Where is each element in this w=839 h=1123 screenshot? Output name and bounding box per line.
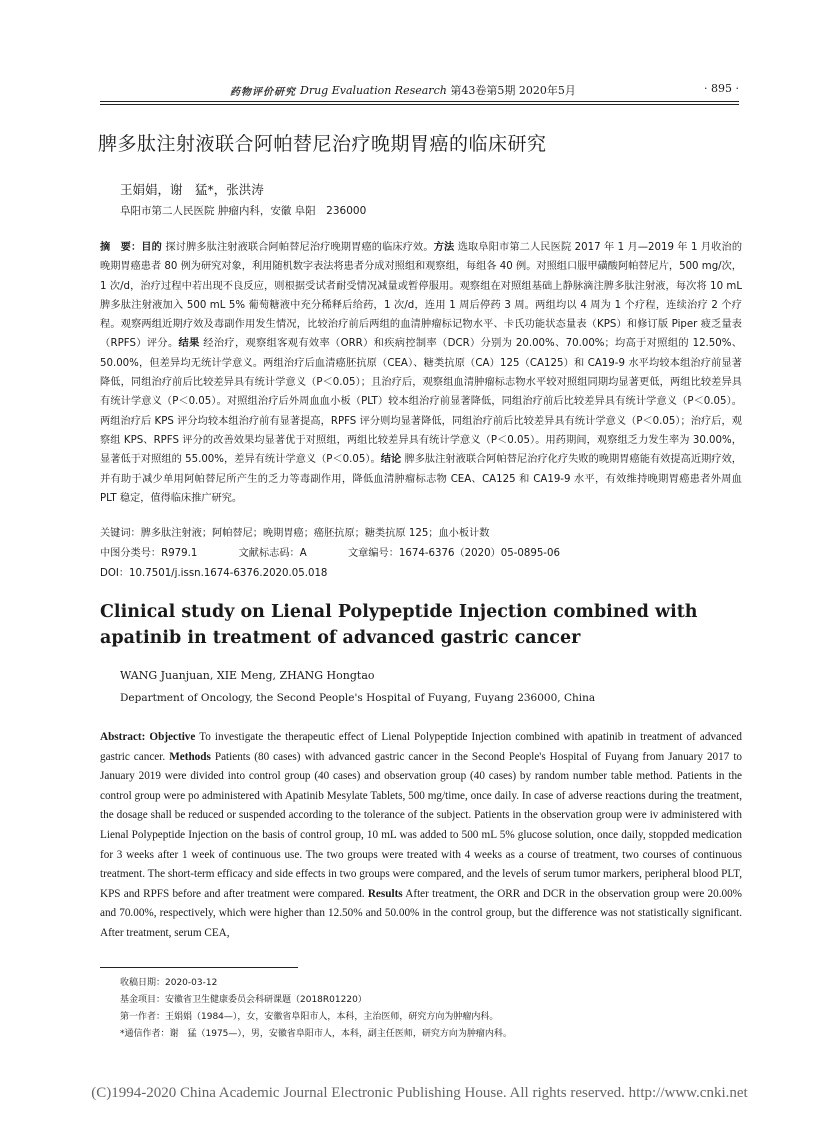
objective-label-cn: 目的 bbox=[141, 242, 162, 253]
issue-info: 第43卷第5期 2020年5月 bbox=[450, 84, 576, 97]
conclusion-text-cn: 脾多肽注射液联合阿帕替尼治疗化疗失败的晚期胃癌能有效提高近期疗效，并有助于减少单用阿帕替尼所产生的乏力等毒副作用，降低血清肿瘤标志物 CEA、CA125 和 CA19-9 水平，有效维持晚期胃癌患者外周血 PLT 稳定，值得临床推广研究。 bbox=[100, 454, 742, 504]
authors-en: WANG Juanjuan, XIE Meng, ZHANG Hongtao bbox=[120, 669, 375, 682]
clc-number: 中图分类号：R979.1 bbox=[100, 548, 198, 559]
header-divider bbox=[100, 101, 739, 102]
keywords-cn: 关键词：脾多肽注射液；阿帕替尼；晚期胃癌；癌胚抗原；糖类抗原 125；血小板计数 bbox=[100, 528, 490, 539]
journal-title-en: Drug Evaluation Research bbox=[300, 84, 447, 97]
article-number: 文章编号：1674-6376（2020）05-0895-06 bbox=[347, 548, 560, 559]
methods-text-cn: 选取阜阳市第二人民医院 2017 年 1 月—2019 年 1 月收治的晚期胃癌患者 80 例为研究对象，利用随机数字表法将患者分成对照组和观察组，每组各 40 例。对照组口服甲磺酸阿帕替尼片，500 mg/次，1 次/d，治疗过程中若出现不良反应，则根据受试者耐受情况减量或暂停服用。观察组在对照组基础上静脉滴注脾多肽注射液，每次将 10 mL 脾多肽注射液加入 500 mL 5% 葡萄糖液中充分稀释后给药，1 次/d，连用 1 周后停药 3 周。两组均以 4 周为 1 个疗程，连续治疗 2 个疗程。观察两组近期疗效及毒副作用发生情况，比较治疗前后两组的血清肿瘤标记物水平、卡氏功能状态量表（KPS）和修订版 Piper 疲乏量表（RPFS）评分。 bbox=[100, 242, 743, 350]
affiliation-en: Department of Oncology, the Second People's Hospital of Fuyang, Fuyang 236000, China bbox=[120, 692, 596, 704]
footnote-first-author: 第一作者：王娟娟（1984—），女，安徽省阜阳市人，本科，主治医师，研究方向为肿瘤内科。 bbox=[120, 1012, 499, 1022]
copyright-watermark: (C)1994-2020 China Academic Journal Electronic Publishing House. All rights reserved. http://www.cnki.net bbox=[91, 1085, 748, 1101]
conclusion-label-cn: 结论 bbox=[380, 454, 402, 466]
objective-text-en: To investigate the therapeutic effect of Lienal Polypeptide Injection combined with apatinib in treatment of advanced gastric cancer. bbox=[100, 731, 742, 763]
header-divider-thin bbox=[100, 104, 739, 105]
abstract-en bbox=[100, 728, 742, 944]
methods-text-en: Patients (80 cases) with advanced gastric cancer in the Second People's Hospital of Fuyang from January 2017 to January 2019 were divided into control group (40 cases) and observation group (40 cases) by random number table method. Patients in the control group were po administered with Apatinib Mesylate Tablets, 500 mg/time, once daily. In case of adverse reactions during the treatment, the dosage shall be reduced or suspended according to the tolerance of the subject. Patients in the observation group were iv administered with Lienal Polypeptide Injection on the basis of control group, 10 mL was added to 500 mL 5% glucose solution, once daily, stoppded medication for 3 weeks after 1 week of continuous use. The two groups were treated with 4 weeks as a course of treatment, two courses of continuous treatment. The short-term efficacy and side effects in two groups were compared, and the levels of serum tumor markers, peripheral blood PLT, KPS and RPFS before and after treatment were compared. bbox=[100, 750, 743, 900]
results-label-cn: 结果 bbox=[178, 338, 200, 350]
footnote-corresponding-author: *通信作者：谢 猛（1975—），男，安徽省阜阳市人，本科，副主任医师，研究方向为肿瘤内科。 bbox=[120, 1029, 512, 1039]
doi: DOI：10.7501/j.issn.1674-6376.2020.05.018 bbox=[100, 568, 328, 579]
methods-label-en: Methods bbox=[169, 750, 211, 763]
footnote-funding: 基金项目：安徽省卫生健康委员会科研课题（2018R01220） bbox=[120, 995, 367, 1005]
results-text-cn: 经治疗，观察组客观有效率（ORR）和疾病控制率（DCR）分别为 20.00%、70.00%；均高于对照组的 12.50%、50.00%，但差异均无统计学意义。两组治疗后血清癌胚抗原（CEA）、糖类抗原（CA）125（CA125）和 CA19-9 水平均较本组治疗前显著降低，同组治疗前后比较差异具有统计学意义（P＜0.05）；且治疗后，观察组血清肿瘤标志物水平较对照组同期均显著更低，两组比较差异具有统计学意义（P＜0.05）。对照组治疗后外周血血小板（PLT）较本组治疗前显著降低，同组治疗前后比较差异具有统计学意义（P＜0.05）。两组治疗后 KPS 评分均较本组治疗前有显著提高，RPFS 评分则均显著降低，同组治疗前后比较差异具有统计学意义（P＜0.05）；治疗后，观察组 KPS、RPFS 评分的改善效果均显著优于对照组，两组比较差异具有统计学意义（P＜0.05）。用药期间，观察组乏力发生率为 30.00%，显著低于对照组的 55.00%，差异有统计学意义（P＜0.05）。 bbox=[100, 338, 742, 466]
footnotes bbox=[120, 975, 512, 1043]
objective-text-cn: 探讨脾多肽注射液联合阿帕替尼治疗晚期胃癌的临床疗效。 bbox=[165, 242, 434, 253]
article-title-cn: 脾多肽注射液联合阿帕替尼治疗晚期胃癌的临床研究 bbox=[98, 133, 547, 155]
methods-label-cn: 方法 bbox=[433, 242, 455, 253]
footnote-received: 收稿日期：2020-03-12 bbox=[120, 978, 218, 988]
abstract-cn bbox=[100, 238, 742, 508]
authors-cn: 王娟娟，谢 猛*，张洪涛 bbox=[120, 182, 264, 197]
results-label-en: Results bbox=[367, 887, 403, 900]
document-code: 文献标志码：A bbox=[238, 548, 307, 559]
affiliation-cn: 阜阳市第二人民医院 肿瘤内科，安徽 阜阳 236000 bbox=[120, 205, 367, 217]
classification-line bbox=[100, 544, 742, 559]
footnote-divider bbox=[100, 967, 298, 968]
running-header bbox=[100, 82, 739, 102]
objective-label-en: Objective bbox=[149, 731, 196, 743]
abstract-label-cn: 摘 要： bbox=[100, 242, 142, 253]
abstract-label-en: Abstract: bbox=[100, 731, 146, 743]
article-title-en: Clinical study on Lienal Polypeptide Injection combined with apatinib in treatment of advanced gastric cancer bbox=[100, 602, 698, 648]
page-number: · 895 · bbox=[704, 82, 739, 95]
journal-name-cn: 药物评价研究 bbox=[230, 87, 296, 98]
results-text-en: After treatment, the ORR and DCR in the observation group were 20.00% and 70.00%, respectively, which were higher than 12.50% and 50.00% in the control group, but the difference was not statistically significant. After treatment, serum CEA, bbox=[100, 887, 742, 939]
journal-name-en bbox=[300, 82, 576, 98]
